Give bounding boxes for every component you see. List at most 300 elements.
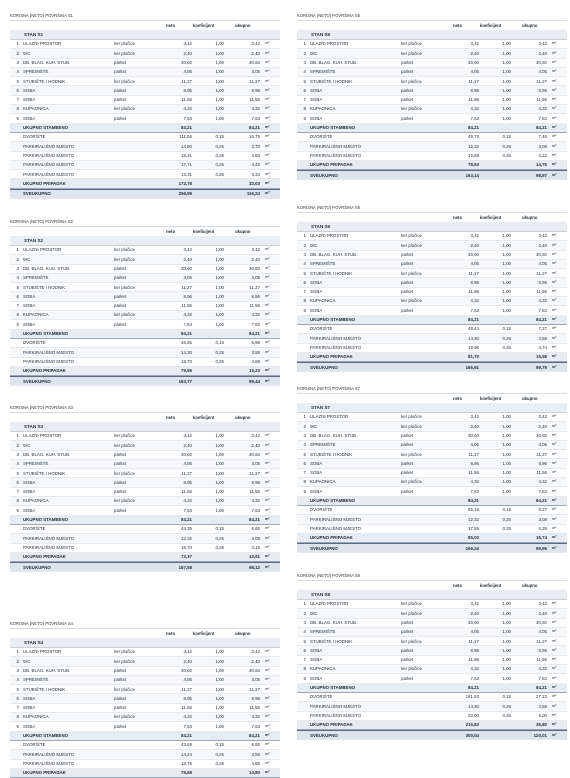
room-area: 4,05	[183, 275, 192, 281]
extra-total: 3,58	[538, 703, 547, 709]
room-floor: parket	[401, 619, 414, 625]
unit-label: m²	[265, 564, 270, 569]
grand-total-area: 256,99	[178, 191, 192, 197]
room-total: 11,56	[536, 657, 547, 663]
extra-row	[297, 133, 567, 142]
apartment-label: STAN S8	[297, 590, 567, 600]
room-number: 6	[16, 695, 19, 701]
room-row	[297, 114, 567, 123]
header-ukupno: ukupno	[235, 23, 251, 28]
room-floor: parket	[114, 115, 127, 121]
extra-total: 4,69	[251, 760, 260, 766]
room-area: 30,60	[468, 59, 479, 65]
room-total: 4,32	[538, 298, 547, 304]
room-total: 30,60	[249, 667, 260, 673]
extra-row	[10, 760, 280, 769]
subtotal-total: 84,21	[249, 125, 260, 131]
unit-label: m²	[552, 460, 557, 465]
room-area: 7,63	[470, 115, 479, 121]
room-name: KUPAONICA	[310, 298, 336, 304]
grand-total-row	[10, 562, 280, 572]
room-coefficient: 1,00	[502, 50, 511, 56]
room-name: ULAZNI PROSTOR	[23, 41, 62, 47]
apartment-label: STAN S7	[297, 403, 567, 413]
room-total: 7,63	[251, 321, 260, 327]
room-total: 4,05	[251, 69, 260, 75]
subtotal-stambeno-row	[297, 684, 567, 693]
room-row	[10, 488, 280, 497]
room-total: 4,05	[538, 442, 547, 448]
extra-area: 16,88	[468, 152, 479, 158]
header-ukupno: ukupno	[522, 23, 538, 28]
extra-row	[10, 544, 280, 553]
room-number: 1	[303, 414, 306, 420]
grand-total-area: 163,14	[465, 172, 479, 178]
subtotal-area: 84,21	[181, 517, 192, 523]
unit-label: m²	[552, 657, 557, 662]
unit-label: m²	[552, 115, 557, 120]
extra-total: 6,65	[251, 526, 260, 532]
room-row	[10, 451, 280, 460]
room-area: 30,60	[181, 667, 192, 673]
room-floor: ker pločice	[114, 312, 135, 318]
room-total: 7,63	[251, 723, 260, 729]
subtotal-stambeno-row	[297, 497, 567, 506]
unit-label: m²	[265, 247, 270, 252]
unit-label: m²	[552, 41, 557, 46]
unit-label: m²	[552, 106, 557, 111]
extra-name: DVORIŠTE	[23, 134, 46, 140]
subtotal-label: UKUPNO STAMBENO	[23, 517, 69, 523]
grand-total-total: 99,44	[249, 378, 260, 384]
room-area: 30,60	[468, 619, 479, 625]
unit-label: m²	[552, 516, 557, 521]
column-headers	[297, 213, 567, 222]
area-table	[297, 572, 567, 740]
room-floor: ker pločice	[114, 470, 135, 476]
room-total: 8,96	[538, 460, 547, 466]
room-floor: ker pločice	[401, 601, 422, 607]
header-neto: neto	[453, 396, 463, 401]
unit-label: m²	[265, 265, 270, 270]
room-number: 8	[16, 498, 19, 504]
room-floor: parket	[401, 657, 414, 663]
subtotal-total: 14,76	[536, 162, 547, 168]
room-number: 2	[16, 658, 19, 664]
room-floor: ker pločice	[114, 247, 135, 253]
unit-label: m²	[265, 658, 270, 663]
room-row	[10, 460, 280, 469]
room-number: 5	[16, 686, 19, 692]
subtotal-label: UKUPNO STAMBENO	[23, 733, 69, 739]
room-row	[297, 288, 567, 297]
room-total: 11,56	[536, 97, 547, 103]
room-coefficient: 1,00	[502, 115, 511, 121]
room-area: 3,42	[470, 414, 479, 420]
room-area: 8,96	[183, 293, 192, 299]
unit-label: m²	[552, 712, 557, 717]
extra-coefficient: 0,25	[215, 751, 224, 757]
room-coefficient: 1,00	[502, 432, 511, 438]
room-number: 4	[303, 69, 306, 75]
unit-label: m²	[265, 312, 270, 317]
room-name: KUPAONICA	[310, 666, 336, 672]
apartment-label: STAN S4	[10, 638, 280, 648]
area-table	[297, 385, 567, 553]
room-floor: ker pločice	[401, 451, 422, 457]
room-name: SOBA	[23, 293, 36, 299]
room-floor: parket	[401, 470, 414, 476]
room-name: SOBA	[310, 279, 323, 285]
unit-label: m²	[265, 275, 270, 280]
extra-total: 3,08	[251, 535, 260, 541]
room-number: 8	[303, 479, 306, 485]
unit-label: m²	[552, 270, 557, 275]
header-koeficijent: koeficijent	[193, 631, 215, 636]
room-floor: parket	[114, 723, 127, 729]
room-number: 7	[303, 470, 306, 476]
room-name: ULAZNI PROSTOR	[23, 649, 62, 655]
unit-label: m²	[552, 675, 557, 680]
unit-label: m²	[265, 378, 270, 383]
room-coefficient: 1,00	[502, 638, 511, 644]
extra-row	[10, 161, 280, 170]
subtotal-stambeno-row	[297, 316, 567, 325]
room-total: 7,63	[538, 488, 547, 494]
subtotal-total: 15,74	[536, 535, 547, 541]
unit-label: m²	[552, 535, 557, 540]
unit-label: m²	[265, 686, 270, 691]
extra-coefficient: 0,25	[502, 516, 511, 522]
room-number: 3	[303, 59, 306, 65]
subtotal-label: UKUPNO PRIPADAK	[23, 770, 66, 776]
room-row	[10, 713, 280, 722]
room-total: 11,27	[249, 470, 260, 476]
table-title: KORISNA (NETO) POVRŠINA S1	[10, 12, 280, 21]
room-coefficient: 1,00	[502, 59, 511, 65]
room-coefficient: 1,00	[215, 695, 224, 701]
room-floor: parket	[401, 251, 414, 257]
room-row	[10, 40, 280, 49]
room-number: 6	[303, 647, 306, 653]
room-number: 8	[16, 714, 19, 720]
room-number: 8	[16, 312, 19, 318]
room-name: ULAZNI PROSTOR	[23, 433, 62, 439]
room-floor: ker pločice	[114, 714, 135, 720]
room-name: KUPAONICA	[23, 498, 49, 504]
room-coefficient: 1,00	[502, 423, 511, 429]
extra-name: DVORIŠTE	[23, 340, 46, 346]
room-total: 3,42	[538, 41, 547, 47]
extra-area: 13,31	[181, 171, 192, 177]
room-total: 8,96	[538, 87, 547, 93]
extra-coefficient: 0,15	[215, 134, 224, 140]
room-total: 4,05	[538, 69, 547, 75]
room-area: 4,32	[183, 312, 192, 318]
header-koeficijent: koeficijent	[480, 215, 502, 220]
extra-name: PARKIRALIŠNO MJESTO	[23, 760, 75, 766]
room-row	[10, 722, 280, 731]
area-table	[10, 12, 280, 199]
room-total: 2,40	[538, 50, 547, 56]
room-row	[297, 637, 567, 646]
room-total: 30,60	[249, 265, 260, 271]
unit-label: m²	[552, 694, 557, 699]
room-area: 4,32	[183, 106, 192, 112]
room-coefficient: 1,00	[215, 489, 224, 495]
room-coefficient: 1,00	[215, 442, 224, 448]
room-coefficient: 1,00	[502, 675, 511, 681]
grand-total-total: 98,97	[536, 172, 547, 178]
grand-total-total: 99,79	[536, 364, 547, 370]
room-coefficient: 1,00	[502, 97, 511, 103]
extra-area: 18,96	[468, 344, 479, 350]
room-row	[297, 413, 567, 422]
extra-name: PARKIRALIŠNO MJESTO	[23, 358, 75, 364]
unit-label: m²	[552, 78, 557, 83]
room-total: 4,32	[538, 106, 547, 112]
unit-label: m²	[265, 284, 270, 289]
room-row	[297, 646, 567, 655]
room-floor: ker pločice	[401, 233, 422, 239]
room-floor: parket	[401, 261, 414, 267]
subtotal-area: 84,21	[468, 685, 479, 691]
room-coefficient: 1,00	[502, 666, 511, 672]
extra-total: 6,98	[251, 340, 260, 346]
room-name: DB. BLAG. KUH. STUB.	[310, 251, 358, 257]
room-area: 4,32	[183, 498, 192, 504]
room-area: 11,27	[468, 638, 479, 644]
room-total: 7,63	[251, 115, 260, 121]
room-area: 11,27	[181, 686, 192, 692]
room-number: 1	[16, 433, 19, 439]
extra-total: 6,55	[251, 742, 260, 748]
room-floor: parket	[114, 275, 127, 281]
room-row	[297, 49, 567, 58]
room-coefficient: 1,00	[215, 312, 224, 318]
room-coefficient: 1,00	[215, 265, 224, 271]
subtotal-stambeno-row	[297, 124, 567, 133]
room-row	[10, 105, 280, 114]
room-coefficient: 1,00	[502, 488, 511, 494]
room-coefficient: 1,00	[502, 261, 511, 267]
room-floor: parket	[401, 97, 414, 103]
extra-total: 4,68	[251, 358, 260, 364]
room-area: 4,05	[470, 442, 479, 448]
room-coefficient: 1,00	[215, 461, 224, 467]
unit-label: m²	[265, 544, 270, 549]
room-name: SPREMIŠTE	[310, 69, 336, 75]
room-row	[10, 255, 280, 264]
room-floor: parket	[401, 279, 414, 285]
room-row	[10, 685, 280, 694]
subtotal-area: 81,70	[468, 354, 479, 360]
extra-area: 48,44	[468, 326, 479, 332]
subtotal-area: 78,93	[468, 162, 479, 168]
room-name: WC	[310, 242, 318, 248]
room-area: 11,27	[181, 284, 192, 290]
extra-name: PARKIRALIŠNO MJESTO	[23, 143, 75, 149]
room-row	[297, 459, 567, 468]
unit-label: m²	[552, 545, 557, 550]
room-total: 4,05	[538, 261, 547, 267]
room-coefficient: 1,00	[502, 78, 511, 84]
room-name: ULAZNI PROSTOR	[310, 233, 349, 239]
grand-total-label: SVEUKUPNO	[310, 364, 338, 370]
room-name: STUBIŠTE I HODNIK	[23, 470, 66, 476]
room-number: 6	[16, 87, 19, 93]
room-area: 11,56	[181, 489, 192, 495]
extra-coefficient: 0,25	[215, 349, 224, 355]
room-row	[10, 657, 280, 666]
header-koeficijent: koeficijent	[193, 229, 215, 234]
room-name: SOBA	[23, 695, 36, 701]
room-area: 30,60	[468, 432, 479, 438]
room-total: 30,60	[249, 451, 260, 457]
unit-label: m²	[265, 442, 270, 447]
unit-label: m²	[552, 619, 557, 624]
room-name: SOBA	[23, 479, 36, 485]
room-total: 7,63	[538, 307, 547, 313]
extra-area: 55,16	[468, 507, 479, 513]
room-number: 2	[16, 256, 19, 262]
room-number: 4	[303, 261, 306, 267]
room-floor: parket	[401, 87, 414, 93]
unit-label: m²	[265, 50, 270, 55]
room-row	[10, 274, 280, 283]
room-total: 3,42	[251, 247, 260, 253]
room-row	[10, 59, 280, 68]
subtotal-total: 84,21	[536, 125, 547, 131]
room-row	[297, 619, 567, 628]
room-coefficient: 1,00	[502, 69, 511, 75]
apartment-label: STAN S3	[10, 422, 280, 432]
room-floor: ker pločice	[114, 284, 135, 290]
room-area: 2,40	[470, 50, 479, 56]
extra-row	[297, 334, 567, 343]
room-row	[297, 469, 567, 478]
room-coefficient: 1,00	[502, 470, 511, 476]
extra-row	[297, 515, 567, 524]
room-name: KUPAONICA	[23, 312, 49, 318]
unit-label: m²	[265, 134, 270, 139]
header-ukupno: ukupno	[235, 631, 251, 636]
extra-area: 14,24	[181, 751, 192, 757]
room-number: 4	[16, 275, 19, 281]
room-floor: ker pločice	[401, 414, 422, 420]
room-row	[297, 260, 567, 269]
room-number: 3	[303, 619, 306, 625]
extra-row	[297, 325, 567, 334]
unit-label: m²	[552, 59, 557, 64]
room-total: 30,60	[249, 59, 260, 65]
header-neto: neto	[166, 229, 176, 234]
room-area: 11,27	[468, 451, 479, 457]
room-area: 7,63	[470, 488, 479, 494]
room-area: 30,60	[181, 265, 192, 271]
unit-label: m²	[265, 705, 270, 710]
subtotal-label: UKUPNO PRIPADAK	[23, 368, 66, 374]
room-area: 11,56	[181, 303, 192, 309]
table-title: KORISNA (NETO) POVRŠINA S8	[297, 572, 567, 581]
extra-name: PARKIRALIŠNO MJESTO	[23, 162, 75, 168]
unit-label: m²	[265, 433, 270, 438]
grand-total-area: 300,04	[465, 732, 479, 738]
room-floor: ker pločice	[114, 498, 135, 504]
extra-total: 4,18	[251, 544, 260, 550]
room-area: 4,32	[470, 298, 479, 304]
unit-label: m²	[552, 423, 557, 428]
room-number: 2	[303, 610, 306, 616]
room-name: SOBA	[310, 289, 323, 295]
room-area: 7,63	[470, 307, 479, 313]
extra-coefficient: 0,25	[215, 162, 224, 168]
room-total: 3,42	[538, 414, 547, 420]
room-floor: parket	[401, 442, 414, 448]
room-area: 4,05	[470, 69, 479, 75]
unit-label: m²	[265, 191, 270, 196]
unit-label: m²	[265, 162, 270, 167]
room-name: SOBA	[23, 303, 36, 309]
subtotal-stambeno-row	[10, 330, 280, 339]
unit-label: m²	[552, 242, 557, 247]
apartment-label: STAN S6	[297, 222, 567, 232]
room-number: 9	[16, 115, 19, 121]
unit-label: m²	[265, 349, 270, 354]
room-coefficient: 1,00	[215, 293, 224, 299]
extra-total: 27,23	[536, 694, 547, 700]
room-name: SOBA	[310, 657, 323, 663]
room-coefficient: 1,00	[215, 247, 224, 253]
area-table	[297, 204, 567, 372]
unit-label: m²	[265, 751, 270, 756]
room-row	[297, 68, 567, 77]
room-row	[297, 628, 567, 637]
grand-total-label: SVEUKUPNO	[310, 172, 338, 178]
room-floor: parket	[401, 629, 414, 635]
room-row	[297, 432, 567, 441]
room-coefficient: 1,00	[215, 470, 224, 476]
subtotal-total: 84,21	[536, 498, 547, 504]
unit-label: m²	[265, 667, 270, 672]
room-area: 11,56	[468, 470, 479, 476]
header-koeficijent: koeficijent	[480, 396, 502, 401]
room-coefficient: 1,00	[215, 686, 224, 692]
room-floor: parket	[114, 97, 127, 103]
unit-label: m²	[552, 344, 557, 349]
grand-total-label: SVEUKUPNO	[23, 564, 51, 570]
subtotal-label: UKUPNO STAMBENO	[23, 331, 69, 337]
extra-name: PARKIRALIŠNO MJESTO	[310, 703, 362, 709]
grand-total-area: 157,58	[178, 564, 192, 570]
room-coefficient: 1,00	[215, 303, 224, 309]
room-name: SOBA	[23, 87, 36, 93]
room-row	[10, 311, 280, 320]
room-floor: ker pločice	[401, 610, 422, 616]
room-area: 11,27	[181, 78, 192, 84]
room-name: SOBA	[23, 321, 36, 327]
room-coefficient: 1,00	[215, 275, 224, 281]
room-name: SOBA	[310, 115, 323, 121]
unit-label: m²	[552, 479, 557, 484]
room-area: 11,27	[468, 78, 479, 84]
unit-label: m²	[552, 488, 557, 493]
grand-total-label: SVEUKUPNO	[310, 732, 338, 738]
room-name: WC	[310, 610, 318, 616]
room-name: WC	[23, 658, 31, 664]
unit-label: m²	[265, 489, 270, 494]
unit-label: m²	[552, 470, 557, 475]
